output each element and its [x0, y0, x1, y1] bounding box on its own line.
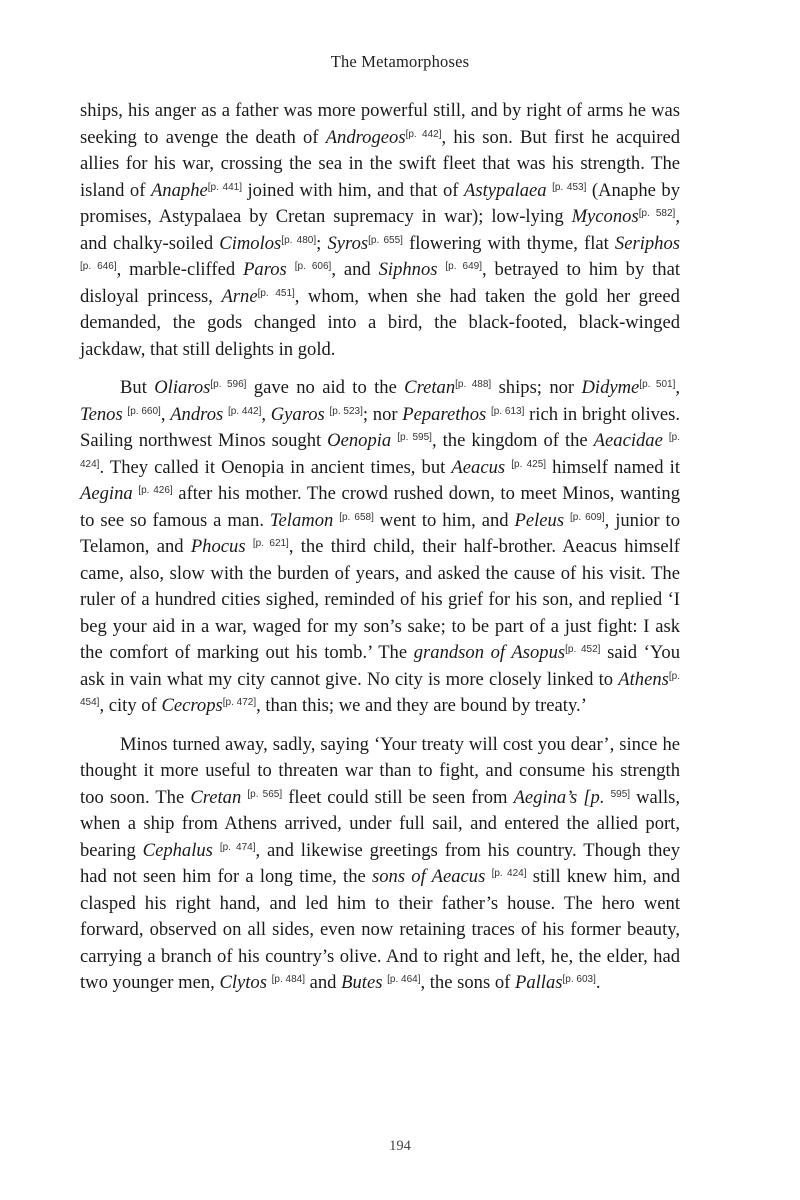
- page-reference[interactable]: [p. 442]: [405, 128, 442, 140]
- page-reference[interactable]: [p. 595]: [397, 432, 432, 443]
- running-title: The Metamorphoses: [330, 52, 470, 71]
- text-run: [287, 259, 295, 280]
- page-reference[interactable]: [p. 442]: [227, 405, 262, 417]
- text-run: ,: [675, 377, 681, 398]
- page-reference[interactable]: [p. 523]: [329, 405, 363, 417]
- italic-name: Pallas: [514, 972, 563, 993]
- text-run: gave no aid to the: [246, 377, 405, 398]
- text-run: still knew him, and clasped his right hand, and led him to their father’s house. The hero went forward, observed on all sides, even now retaining traces of his former beauty, carrying a branch of his country’s olive. And to right and left, he, the elder, had two younger men,: [80, 866, 681, 993]
- text-run: , and likewise greetings from his country. Though they had not seen him for a long time, the: [80, 839, 680, 887]
- italic-name: Myconos: [571, 206, 639, 227]
- text-run: , marble-cliffed: [116, 259, 244, 280]
- italic-name: sons of Aeacus: [372, 866, 486, 887]
- text-run: .: [595, 972, 601, 993]
- text-run: walls, when a ship from Athens arrived, under full sail, and entered the allied port, bearing: [80, 786, 681, 861]
- text-run: flowering with thyme, flat: [402, 232, 615, 254]
- page-reference[interactable]: [p. 424]: [491, 868, 527, 879]
- italic-name: Aeacidae: [593, 430, 663, 451]
- text-run: joined with him, and that of: [242, 179, 464, 201]
- page-reference[interactable]: [p. 609]: [569, 511, 605, 523]
- italic-name: Oenopia: [327, 430, 392, 451]
- page-reference[interactable]: [p. 660]: [127, 405, 161, 417]
- page-reference[interactable]: [p. 603]: [562, 974, 596, 985]
- text-run: , and chalky-soiled: [80, 206, 680, 254]
- page-reference[interactable]: [p. 484]: [271, 974, 305, 985]
- text-run: , junior to Telamon, and: [80, 509, 680, 557]
- italic-name: Paros: [243, 259, 287, 280]
- page-reference[interactable]: [p. 480]: [281, 234, 317, 246]
- text-run: after his mother. The crowd rushed down, to meet Minos, wanting to see so famous a man.: [80, 483, 680, 531]
- text-run: But: [120, 377, 155, 398]
- page-reference[interactable]: [p. 472]: [222, 697, 257, 708]
- page-reference[interactable]: [p. 451]: [257, 287, 295, 299]
- page-reference[interactable]: [p. 646]: [80, 261, 117, 272]
- italic-name: Didyme: [581, 377, 640, 398]
- italic-name: Aeacus: [451, 456, 506, 478]
- italic-name: grandson of Asopus: [413, 642, 566, 663]
- page-reference[interactable]: [p. 441]: [207, 181, 242, 193]
- italic-name: Tenos: [80, 403, 123, 425]
- page-reference[interactable]: [p. 474]: [219, 841, 256, 853]
- text-run: ships, his anger as a father was more powerful still, and by right of arms he was seeking to avenge the death of: [80, 100, 680, 148]
- text-run: and: [304, 972, 342, 993]
- page-reference[interactable]: [p. 452]: [565, 644, 601, 655]
- page-number: 194: [389, 1138, 411, 1154]
- italic-name: Gyaros: [270, 403, 325, 425]
- page-reference[interactable]: [p. 613]: [490, 405, 525, 417]
- text-run: rich in bright olives. Sailing northwest Minos sought: [80, 403, 681, 451]
- page-reference[interactable]: [p. 596]: [210, 379, 247, 390]
- italic-name: Clytos: [219, 972, 267, 993]
- text-run: ;: [316, 232, 328, 254]
- text-run: ,: [261, 403, 271, 425]
- italic-name: Oliaros: [154, 377, 211, 398]
- page-reference[interactable]: [p. 501]: [639, 379, 676, 390]
- italic-name: Athens: [618, 668, 669, 690]
- page-reference[interactable]: [p. 606]: [294, 261, 332, 272]
- paragraph: [80, 98, 680, 363]
- italic-name: Cimolos: [219, 232, 282, 254]
- text-run: ,: [160, 403, 171, 425]
- text-run: , his son. But first he acquired allies for his war, crossing the sea in the swift fleet that was his strength. The island of: [80, 126, 681, 201]
- text-run: , the sons of: [420, 972, 515, 993]
- italic-name: Anaphe: [150, 179, 208, 201]
- italic-name: Arne: [221, 285, 258, 307]
- italic-name: Androgeos: [325, 126, 406, 148]
- text-run: , betrayed to him by that disloyal princess,: [80, 259, 681, 307]
- italic-name: Siphnos: [378, 259, 438, 280]
- italic-name: Aegina’s [p.: [513, 786, 605, 808]
- italic-name: Astypalaea: [463, 179, 547, 201]
- italic-name: Cephalus: [142, 839, 213, 861]
- text-run: [213, 840, 220, 861]
- italic-name: Phocus: [190, 536, 246, 557]
- paragraph: [80, 375, 680, 720]
- text-run: said ‘You ask in vain what my city cannot give. No city is more closely linked to: [80, 642, 681, 690]
- page-reference[interactable]: [p. 454]: [80, 670, 680, 708]
- text-run: , city of: [99, 695, 162, 716]
- text-run: ; nor: [362, 403, 403, 425]
- page-reference[interactable]: 595]: [610, 788, 631, 800]
- page-reference[interactable]: [p. 453]: [552, 181, 587, 193]
- italic-name: Telamon: [269, 509, 334, 531]
- page-reference[interactable]: [p. 488]: [455, 379, 492, 390]
- italic-name: Peparethos: [402, 403, 487, 425]
- text-run: . They called it Oenopia in ancient times, but: [99, 456, 452, 478]
- paragraph: [80, 732, 680, 997]
- text-run: Minos turned away, sadly, saying ‘Your treaty will cost you dear’, since he thought it more useful to threaten war than to fight, and consume his strength too soon. The: [80, 733, 680, 808]
- text-run: [246, 536, 253, 557]
- text-run: , whom, when she had taken the gold her greed demanded, the gods changed into a bird, the black-footed, black-winged jackdaw, that still delights in gold.: [80, 285, 680, 360]
- page-reference[interactable]: [p. 649]: [445, 261, 483, 272]
- italic-name: Cretan: [404, 377, 456, 398]
- page-reference[interactable]: [p. 655]: [368, 234, 403, 246]
- italic-name: Andros: [170, 403, 224, 425]
- text-run: , the kingdom of the: [431, 430, 594, 451]
- page-reference[interactable]: [p. 464]: [387, 974, 421, 985]
- body-text: [80, 98, 680, 1009]
- page-reference[interactable]: [p. 425]: [511, 458, 547, 470]
- italic-name: Aegina: [80, 483, 133, 504]
- page-reference[interactable]: [p. 658]: [339, 511, 374, 523]
- page-reference[interactable]: [p. 621]: [252, 538, 289, 549]
- text-run: went to him, and: [373, 509, 515, 531]
- text-run: ships; nor: [491, 377, 582, 398]
- text-run: (Anaphe by promises, Astypalaea by Cretan supremacy in war); low-lying: [80, 179, 681, 227]
- text-run: , than this; we and they are bound by treaty.’: [256, 695, 587, 716]
- text-run: fleet could still be seen from: [282, 786, 514, 808]
- text-run: himself named it: [546, 456, 681, 478]
- text-run: , and: [331, 259, 379, 280]
- italic-name: Seriphos: [614, 232, 680, 254]
- italic-name: Cecrops: [161, 695, 223, 716]
- text-run: , the third child, their half-brother. Aeacus himself came, also, slow with the burden of years, and asked the cause of his visit. The ruler of a hundred cities sighed, reminded of his grief for his son, and replied ‘I beg your aid in a war, waged for my son’s sake; to be part of a just fight: I ask the comfort of marking out his tomb.’ The: [80, 536, 680, 663]
- italic-name: Cretan: [190, 786, 242, 808]
- page-reference[interactable]: [p. 565]: [247, 788, 283, 800]
- italic-name: Butes: [341, 972, 383, 993]
- italic-name: Peleus: [514, 509, 565, 531]
- italic-name: Syros: [327, 232, 369, 254]
- page-reference[interactable]: [p. 426]: [138, 485, 173, 496]
- page-reference[interactable]: [p. 582]: [638, 208, 676, 219]
- page-reference[interactable]: [p. 424]: [80, 432, 680, 470]
